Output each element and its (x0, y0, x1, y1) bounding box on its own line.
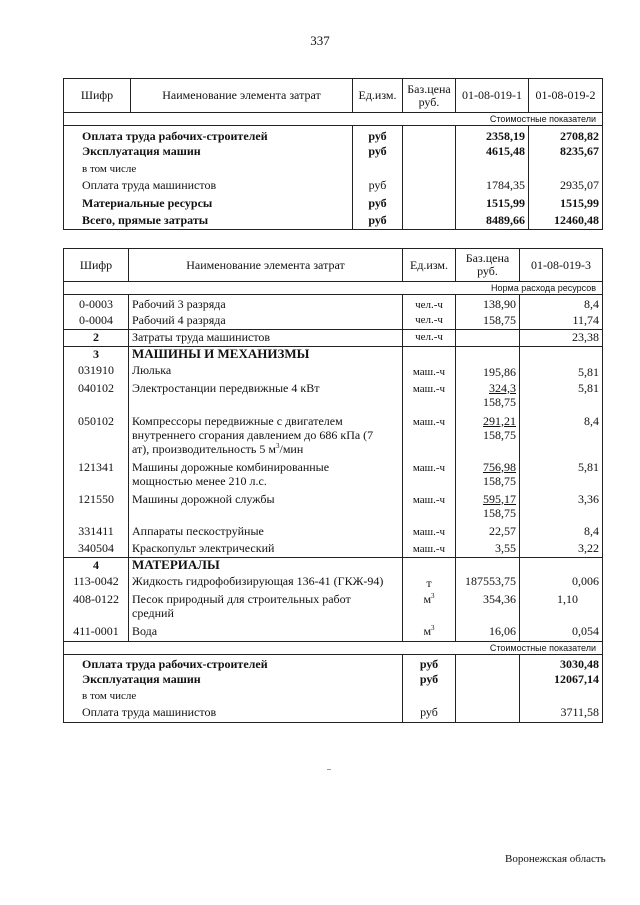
table-row: 340504 Краскопульт электрический маш.-ч 3,55 3,22 (64, 541, 603, 558)
section-label-row (64, 113, 603, 126)
separator-mark (327, 769, 331, 770)
header-01-08-019-1: 01-08-019-1 (456, 79, 529, 113)
resource-norms-table (63, 248, 603, 723)
table-row: 121550 Машины дорожной службы маш.-ч 595,17 158,75 3,36 (64, 492, 603, 524)
section-row-machines: 3 МАШИНЫ И МЕХАНИЗМЫ (64, 347, 603, 363)
header-code: Шифр (64, 249, 129, 282)
table-row: 331411 Аппараты пескоструйные маш.-ч 22,57 8,4 (64, 524, 603, 541)
section-row-materials: 4 МАТЕРИАЛЫ (64, 558, 603, 574)
table-row: 0-0003 Рабочий 3 разряда чел.-ч 138,90 8,4 (64, 295, 603, 313)
footer-region: Воронежская область (505, 853, 606, 865)
page-number: 337 (310, 33, 330, 48)
table-row: 0-0004 Рабочий 4 разряда чел.-ч 158,75 11,74 (64, 313, 603, 330)
table-row: Оплата труда рабочих-строителей руб 2358,19 2708,82 (64, 126, 603, 144)
table-row: Эксплуатация машин руб 4615,48 8235,67 (64, 144, 603, 162)
cost-summary-table-1 (63, 78, 603, 230)
norm-label-row (64, 282, 603, 295)
section-label: Стоимостные показатели (64, 113, 603, 126)
header-unit: Ед.изм. (353, 79, 403, 113)
table-row: Оплата труда машинистов руб 1784,35 2935,07 (64, 178, 603, 196)
table-row: 2 Затраты труда машинистов чел.-ч 23,38 (64, 330, 603, 347)
cost-label-row (64, 642, 603, 655)
table-row: 040102 Электростанции передвижные 4 кВт маш.-ч 324,3 158,75 5,81 (64, 381, 603, 414)
table-row: Всего, прямые затраты руб 8489,66 12460,48 (64, 213, 603, 230)
table-row: 031910 Люлька маш.-ч 195,86 5,81 (64, 363, 603, 381)
header-name: Наименование элемента затрат (131, 79, 353, 113)
table-row: 411-0001 Вода $м^3$ 16,06 0,054 (64, 624, 603, 642)
header-unit: Ед.изм. (403, 249, 456, 282)
table-row: 408-0122 Песок природный для строительных работ средний $м^3$ 354,36 1,10 (64, 592, 603, 624)
table-row: Эксплуатация машин руб 12067,14 (64, 672, 603, 689)
table-row: Материальные ресурсы руб 1515,99 1515,99 (64, 196, 603, 213)
table-row: в том числе (64, 689, 603, 705)
table-row: 121341 Машины дорожные комбинированные мощностью менее 210 л.с. маш.-ч 756,98 158,75 5,81 (64, 460, 603, 492)
header-code: Шифр (64, 79, 131, 113)
table-row: 113-0042 Жидкость гидрофобизирующая 136-41 (ГКЖ-94) т 187553,75 0,006 (64, 574, 603, 592)
header-01-08-019-2: 01-08-019-2 (529, 79, 603, 113)
table-row: Оплата труда рабочих-строителей руб 3030,48 (64, 655, 603, 672)
header-base-price: Баз.цена руб. (456, 249, 520, 282)
table-row: Оплата труда машинистов руб 3711,58 (64, 705, 603, 723)
header-name: Наименование элемента затрат (129, 249, 403, 282)
table2-header-row (64, 249, 603, 282)
header-01-08-019-3: 01-08-019-3 (520, 249, 603, 282)
norm-label: Норма расхода ресурсов (64, 282, 603, 295)
table-row: в том числе (64, 162, 603, 178)
table-row: 050102 Компрессоры передвижные с двигателем внутреннего сгорания давлением до 686 кПа (7 ат), производительность 5 $м^3$/мин маш.-ч 291,21 158,75 8,4 (64, 414, 603, 460)
cost-label: Стоимостные показатели (64, 642, 603, 655)
table1-header-row (64, 79, 603, 113)
header-base-price: Баз.цена руб. (403, 79, 456, 113)
